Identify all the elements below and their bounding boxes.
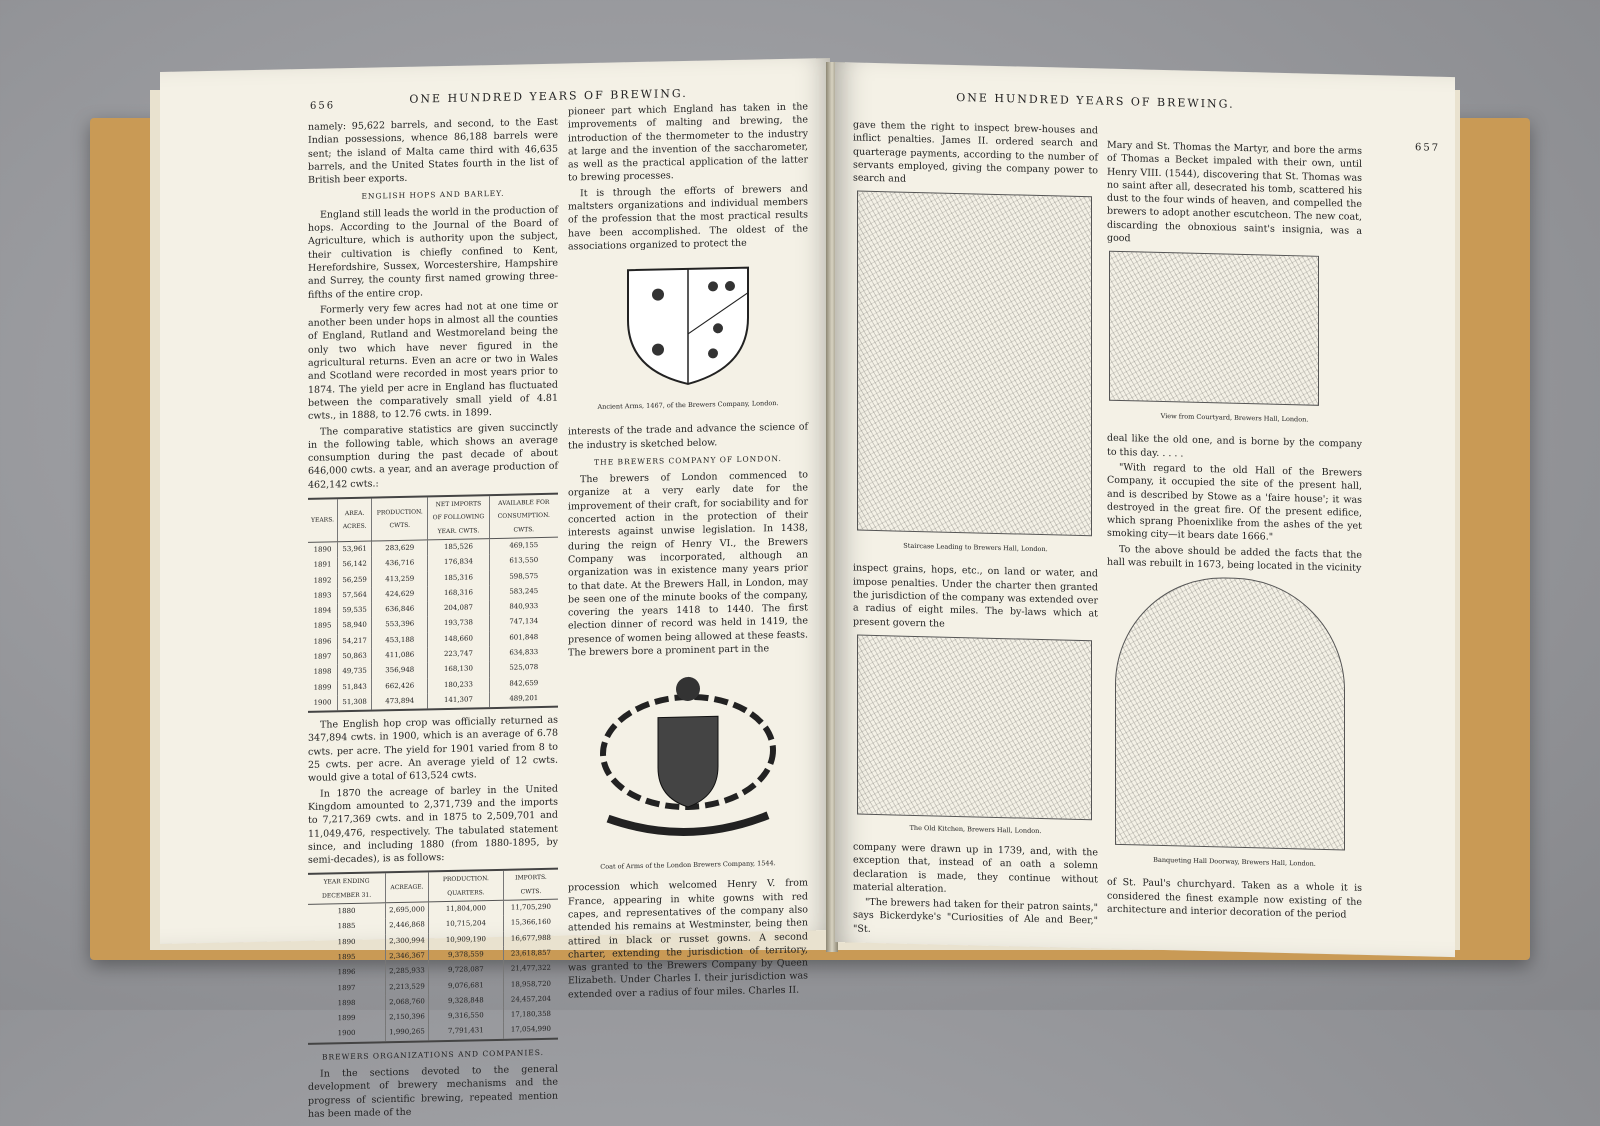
table-cell: 9,328,848 — [428, 993, 503, 1010]
table1-header: YEARS. — [308, 499, 338, 542]
table-cell: 17,180,358 — [503, 1007, 558, 1023]
table-cell: 1899 — [337, 1014, 356, 1023]
table-cell: 583,245 — [489, 583, 558, 600]
table-cell: 57,564 — [338, 587, 372, 603]
table-cell: 23,618,857 — [503, 946, 558, 962]
text-block: pioneer part which England has taken in the improvements of malting and brewing, the introduction of the thermometer to the industry at large and the invention of the saccharometer, as well as the practical application of the latter to brewing processes. — [568, 101, 808, 184]
table-cell: 2,695,000 — [386, 902, 429, 919]
table-cell: 180,233 — [428, 677, 489, 694]
right-page — [835, 62, 1455, 957]
text-block: The comparative statistics are given succinctly in the following table, which shows an average consumption during the past decade of about 646,000 cwts. a year, and an average production of 462,142 cwts.: — [308, 421, 558, 491]
table-cell: 2,068,760 — [386, 994, 429, 1010]
text-block: To the above should be added the facts that the hall was rebuilt in 1673, being located in the vicinity — [1107, 543, 1362, 574]
table-cell: 10,909,190 — [428, 931, 503, 948]
table-cell: 59,535 — [338, 603, 372, 619]
left-page-number: 656 — [310, 100, 336, 112]
text-block: The English hop crop was officially returned as 347,894 cwts. in 1900, which is an average of 6.78 cwts. per acre. The yield for 1901 varied from 8 to 25 cwts. per acre. An average yield of 12 cwts. would give a total of 613,524 cwts. — [308, 714, 558, 785]
subheading: ENGLISH HOPS AND BARLEY. — [361, 189, 505, 202]
table-cell: 1899 — [313, 682, 332, 692]
coat-of-arms-illustration — [588, 665, 788, 849]
text-block: company were drawn up in 1739, and, with the exception that, instead of an oath a solemn declaration is made, they continue without material alteration. — [853, 841, 1098, 895]
table-cell: 469,155 — [489, 537, 558, 554]
text-block: "With regard to the old Hall of the Brewers Company, it occupied the site of the present hall, and is described by Stowe as a 'faire house'; it was destroyed in the great fire. Of the present edifice, which sprang Phoenixlike from the ashes of the yet smoking city—it bears date 1666." — [1107, 461, 1362, 544]
table-cell: 56,142 — [338, 557, 372, 573]
table-cell: 1900 — [313, 698, 332, 707]
table-cell: 747,134 — [489, 614, 558, 631]
figure-old-kitchen — [853, 634, 1098, 840]
table-cell: 1895 — [313, 621, 332, 631]
table-cell: 1897 — [313, 652, 332, 661]
table-cell: 11,804,000 — [428, 900, 503, 917]
table-cell: 1900 — [337, 1029, 356, 1038]
left-running-head — [160, 84, 830, 112]
table-cell: 1898 — [313, 667, 332, 677]
table-cell: 1891 — [313, 560, 332, 569]
table-cell: 1880 — [337, 906, 356, 916]
table-cell: 413,259 — [372, 571, 428, 587]
table2-header: ACREAGE. — [386, 873, 429, 903]
table-cell: 2,150,396 — [386, 1009, 429, 1025]
table-cell: 53,961 — [338, 541, 372, 558]
table-cell: 9,728,087 — [428, 962, 503, 979]
table-cell: 193,738 — [428, 615, 489, 632]
text-block: It is through the efforts of brewers and maltsters organizations and individual members of the profession that the most practical results have been accomplished. The oldest of the associations organized to protect the — [568, 183, 808, 253]
table-cell: 9,378,559 — [428, 947, 503, 964]
figure-caption: View from Courtyard, Brewers Hall, London. — [1160, 412, 1309, 424]
table-cell: 1895 — [337, 952, 356, 962]
table-cell: 411,086 — [372, 647, 428, 663]
table-cell: 1896 — [337, 968, 356, 977]
table-cell: 283,629 — [372, 540, 428, 557]
table-cell: 10,715,204 — [428, 916, 503, 933]
table-cell: 553,396 — [372, 617, 428, 633]
table-cell: 9,076,681 — [428, 977, 503, 994]
table1-header: NET IMPORTS OF FOLLOWING YEAR. CWTS. — [428, 496, 489, 540]
table-cell: 185,526 — [428, 539, 489, 556]
table-cell: 148,660 — [428, 631, 489, 648]
table-cell: 223,747 — [428, 646, 489, 663]
figure-staircase — [853, 191, 1098, 562]
table-cell: 11,705,290 — [503, 899, 558, 916]
subheading: BREWERS ORGANIZATIONS AND COMPANIES. — [321, 1047, 545, 1062]
table-cell: 2,285,933 — [386, 964, 429, 980]
table-cell: 168,316 — [428, 585, 489, 602]
table-cell: 1894 — [313, 606, 332, 615]
table-cell: 17,054,990 — [503, 1022, 558, 1038]
table-cell: 634,833 — [489, 645, 558, 662]
table-cell: 185,316 — [428, 570, 489, 587]
table-cell: 598,575 — [489, 568, 558, 585]
text-block: Mary and St. Thomas the Martyr, and bore the arms of Thomas a Becket impaled with their own, until Henry VIII. (1544), discovering that St. Thomas was no saint after all, desecrated his tomb, scattered his dust to the four winds of heaven, and compelled the brewers to adopt another escutcheon. The new coat, discarding the obnoxious saint's insignia, was a good — [1107, 139, 1362, 245]
table-cell: 473,894 — [372, 693, 428, 709]
hops-table — [308, 493, 558, 713]
table-cell: 21,477,322 — [503, 961, 558, 977]
figure-caption: Ancient Arms, 1467, of the Brewers Company, London. — [597, 399, 779, 412]
table-cell: 525,078 — [489, 660, 558, 677]
left-page — [160, 58, 830, 1120]
table-cell: 56,259 — [338, 572, 372, 588]
text-block: namely: 95,622 barrels, and second, to the East Indian possessions, whence 86,188 barrels were sent; the island of Malta came third with 46,635 barrels, and the United States fourth in the list of British beer exports. — [308, 116, 558, 187]
text-block: interests of the trade and advance the science of the industry is sketched below. — [568, 421, 808, 452]
subheading: THE BREWERS COMPANY OF LONDON. — [594, 453, 782, 467]
right-head-title: ONE HUNDRED YEARS OF BREWING. — [956, 90, 1235, 111]
table1-header: PRODUCTION. CWTS. — [372, 497, 428, 541]
figure-courtyard — [1107, 251, 1362, 432]
table-cell: 1897 — [337, 983, 356, 992]
table-cell: 204,087 — [428, 600, 489, 617]
table-cell: 1890 — [337, 937, 356, 946]
table2-header: IMPORTS. CWTS. — [503, 870, 558, 900]
table-cell: 18,958,720 — [503, 976, 558, 992]
table-cell: 636,846 — [372, 601, 428, 617]
table-cell: 1896 — [313, 637, 332, 646]
text-block: of St. Paul's churchyard. Taken as a whole it is considered the finest example now existing of the architecture and interior decoration of the period — [1107, 876, 1362, 921]
table-cell: 50,863 — [338, 649, 372, 665]
text-block: gave them the right to inspect brew-houses and inflict penalties. James II. ordered search and quarterage payments, according to the number of servants employed, giving the company power to search and — [853, 119, 1098, 185]
courtyard-illustration — [1109, 251, 1319, 406]
table-cell: 58,940 — [338, 618, 372, 634]
left-head-title: ONE HUNDRED YEARS OF BREWING. — [409, 86, 688, 106]
text-block: "The brewers had taken for their patron saints," says Bickerdyke's "Curiosities of Ale and Beer," "St. — [853, 896, 1098, 935]
table-cell: 7,791,431 — [428, 1023, 503, 1040]
figure-ancient-arms — [568, 255, 808, 420]
table1-header: AVAILABLE FOR CONSUMPTION. CWTS. — [489, 495, 558, 539]
table-cell: 453,188 — [372, 632, 428, 648]
table-cell: 1,990,265 — [386, 1025, 429, 1041]
right-col2 — [1107, 139, 1362, 924]
table-cell: 9,316,550 — [428, 1008, 503, 1025]
table-cell: 2,300,994 — [386, 933, 429, 949]
table-cell: 54,217 — [338, 633, 372, 649]
figure-caption: Banqueting Hall Doorway, Brewers Hall, London. — [1153, 856, 1316, 869]
text-block: In the sections devoted to the general development of brewery mechanisms and the progress of scientific brewing, repeated mention has been made of the — [308, 1063, 558, 1120]
left-col2 — [568, 100, 808, 1003]
text-block: In 1870 the acreage of barley in the United Kingdom amounted to 2,371,739 and the imports to 7,217,369 cwts. and in 1875 to 2,509,701 and 11,049,476, respectively. The tabulated statement since, and including 1880 (from 1880-1895, by semi-decades), is as follows: — [308, 783, 558, 867]
table-cell: 601,848 — [489, 629, 558, 646]
figure-caption: Staircase Leading to Brewers Hall, London. — [903, 542, 1048, 554]
table-cell: 840,933 — [489, 599, 558, 616]
table-cell: 436,716 — [372, 556, 428, 572]
table-cell: 424,629 — [372, 586, 428, 602]
table-cell: 2,213,529 — [386, 979, 429, 995]
doorway-illustration — [1115, 575, 1345, 851]
table-cell: 168,130 — [428, 661, 489, 678]
text-block: The brewers of London commenced to organize at a very early date for the improvement of their craft, for sociability and for concerted action in the protection of their interests against unwise legislation. In 1438, during the reign of Henry VI., the Brewers Company was incorporated, although an organization was in existence many years prior to that date. At the Brewers Hall, in London, may be seen one of the minute books of the company, covering the years 1418 to 1440. The first election dinner of record was held in 1419, the presence of women being allowed at these feasts. The brewers bore a prominent part in the — [568, 469, 808, 659]
figure-caption: Coat of Arms of the London Brewers Company, 1544. — [600, 859, 776, 872]
table-cell: 176,834 — [428, 554, 489, 571]
table-cell: 141,307 — [428, 692, 489, 709]
table-cell: 2,346,367 — [386, 948, 429, 964]
table-cell: 2,446,868 — [386, 918, 429, 934]
figure-doorway — [1107, 575, 1362, 876]
table-cell: 16,677,988 — [503, 930, 558, 946]
table-cell: 1892 — [313, 575, 332, 585]
table-cell: 1898 — [337, 998, 356, 1008]
table-cell: 24,457,204 — [503, 991, 558, 1007]
figure-caption: The Old Kitchen, Brewers Hall, London. — [909, 823, 1042, 836]
text-block: Formerly very few acres had not at one time or another been under hops in almost all the counties of England, Rutland and Westmoreland being the only two which have never figured in the agricultural returns. Even an acre or two in Wales and Scotland were recorded in most years prior to 1874. The yield per acre in England has fluctuated between the comparatively small yield of 4.81 cwts., in 1888, to 12.76 cwts. in 1899. — [308, 299, 558, 423]
table-cell: 15,366,160 — [503, 915, 558, 931]
table2-header: PRODUCTION. QUARTERS. — [428, 871, 503, 902]
figure-coat-of-arms — [568, 661, 808, 876]
table-cell: 662,426 — [372, 678, 428, 694]
barley-table — [308, 868, 558, 1045]
staircase-illustration — [857, 191, 1092, 537]
text-block: deal like the old one, and is borne by the company to this day. . . . . — [1107, 433, 1362, 460]
table-cell: 51,843 — [338, 679, 372, 695]
right-page-number: 657 — [1415, 142, 1441, 154]
shield-illustration — [618, 258, 758, 391]
text-block: England still leads the world in the production of hops. According to the Journal of the Board of Agriculture, which is authority upon the subject, their cultivation is chiefly confined to Kent, Herefordshire, Sussex, Worcestershire, Hampshire and Surrey, the county first named growing three-fifths of the entire crop. — [308, 204, 558, 301]
table-cell: 51,308 — [338, 694, 372, 710]
table-cell: 613,550 — [489, 553, 558, 570]
table2-header: YEAR ENDING DECEMBER 31. — [308, 874, 386, 905]
table-cell: 1885 — [337, 922, 356, 931]
text-block: procession which welcomed Henry V. from France, appearing in white gowns with red capes, and representatives of the company also attended his remains at Westminster, being then attired in black or russet gowns. A second charter, extending the jurisdiction of territory, was granted to the Brewers Company by Queen Elizabeth. Under Charles I. their jurisdiction was extended over a radius of four miles. Charles II. — [568, 877, 808, 1001]
right-col1 — [853, 118, 1098, 943]
table-cell: 489,201 — [489, 691, 558, 708]
table1-header: AREA. ACRES. — [338, 499, 372, 542]
text-block: inspect grains, hops, etc., on land or water, and impose penalties. Under the charter then granted the jurisdiction of the company was extended over a radius of eight miles. The by-laws which at present govern the — [853, 562, 1098, 630]
kitchen-illustration — [857, 635, 1092, 821]
table-cell: 1893 — [313, 591, 332, 600]
table-cell: 1890 — [313, 545, 332, 554]
left-col1 — [308, 116, 558, 1123]
table-cell: 842,659 — [489, 675, 558, 692]
table-cell: 49,735 — [338, 664, 372, 680]
table-cell: 356,948 — [372, 663, 428, 679]
